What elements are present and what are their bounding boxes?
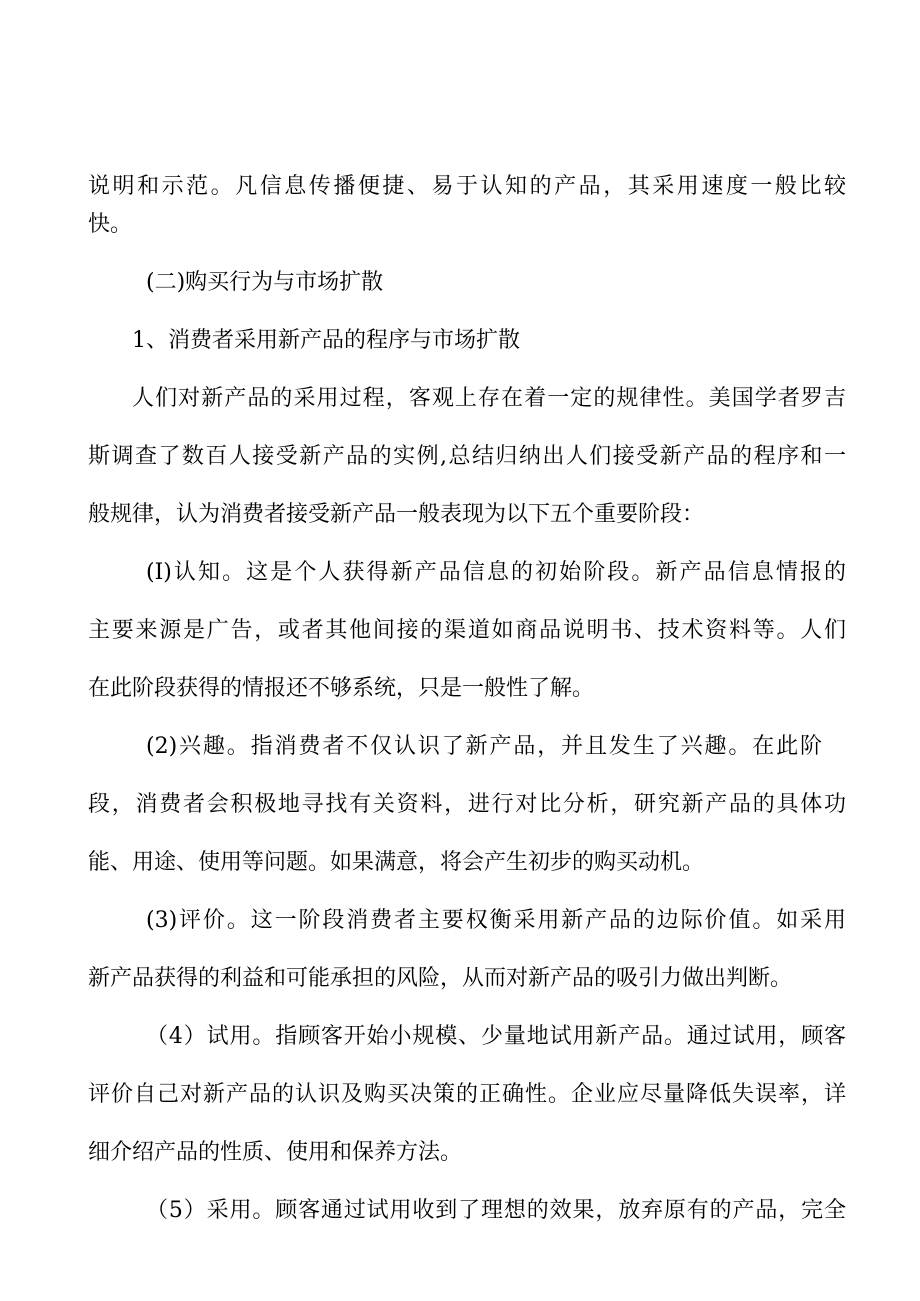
body-text <box>88 168 846 1230</box>
section-heading: (二)购买行为与市场扩散 <box>146 270 384 295</box>
subsection-heading: 1、消费者采用新产品的程序与市场扩散 <box>132 328 520 353</box>
text-line: 主要来源是广告，或者其他间接的渠道如商品说明书、技术资料等。人们 <box>88 618 846 643</box>
text-line: （4）试用。指顾客开始小规模、少量地试用新产品。通过试用，顾客 <box>146 1024 846 1049</box>
text-line: 细介绍产品的性质、使用和保养方法。 <box>88 1140 463 1165</box>
text-line: 快。 <box>88 212 133 237</box>
text-line: 般规律，认为消费者接受新产品一般表现为以下五个重要阶段： <box>88 502 705 527</box>
text-line: (3)评价。这一阶段消费者主要权衡采用新产品的边际价值。如采用 <box>146 908 846 933</box>
text-line: 斯调查了数百人接受新产品的实例,总结归纳出人们接受新产品的程序和一 <box>88 444 846 469</box>
text-line: 能、用途、使用等问题。如果满意，将会产生初步的购买动机。 <box>88 850 705 875</box>
text-line: （5）采用。顾客通过试用收到了理想的效果，放弃原有的产品，完全 <box>146 1198 846 1223</box>
text-line: 段，消费者会积极地寻找有关资料，进行对比分析，研究新产品的具体功 <box>88 792 846 817</box>
text-line: 新产品获得的利益和可能承担的风险，从而对新产品的吸引力做出判断。 <box>88 966 793 991</box>
text-line: 在此阶段获得的情报还不够系统，只是一般性了解。 <box>88 676 595 701</box>
text-line: (2)兴趣。指消费者不仅认识了新产品，并且发生了兴趣。在此阶 <box>146 734 822 759</box>
text-line: 评价自己对新产品的认识及购买决策的正确性。企业应尽量降低失误率，详 <box>88 1082 846 1107</box>
text-line: 人们对新产品的采用过程，客观上存在着一定的规律性。美国学者罗吉 <box>132 386 846 411</box>
text-line: (I)认知。这是个人获得新产品信息的初始阶段。新产品信息情报的 <box>146 560 846 585</box>
text-line: 说明和示范。凡信息传播便捷、易于认知的产品，其采用速度一般比较 <box>88 174 846 199</box>
